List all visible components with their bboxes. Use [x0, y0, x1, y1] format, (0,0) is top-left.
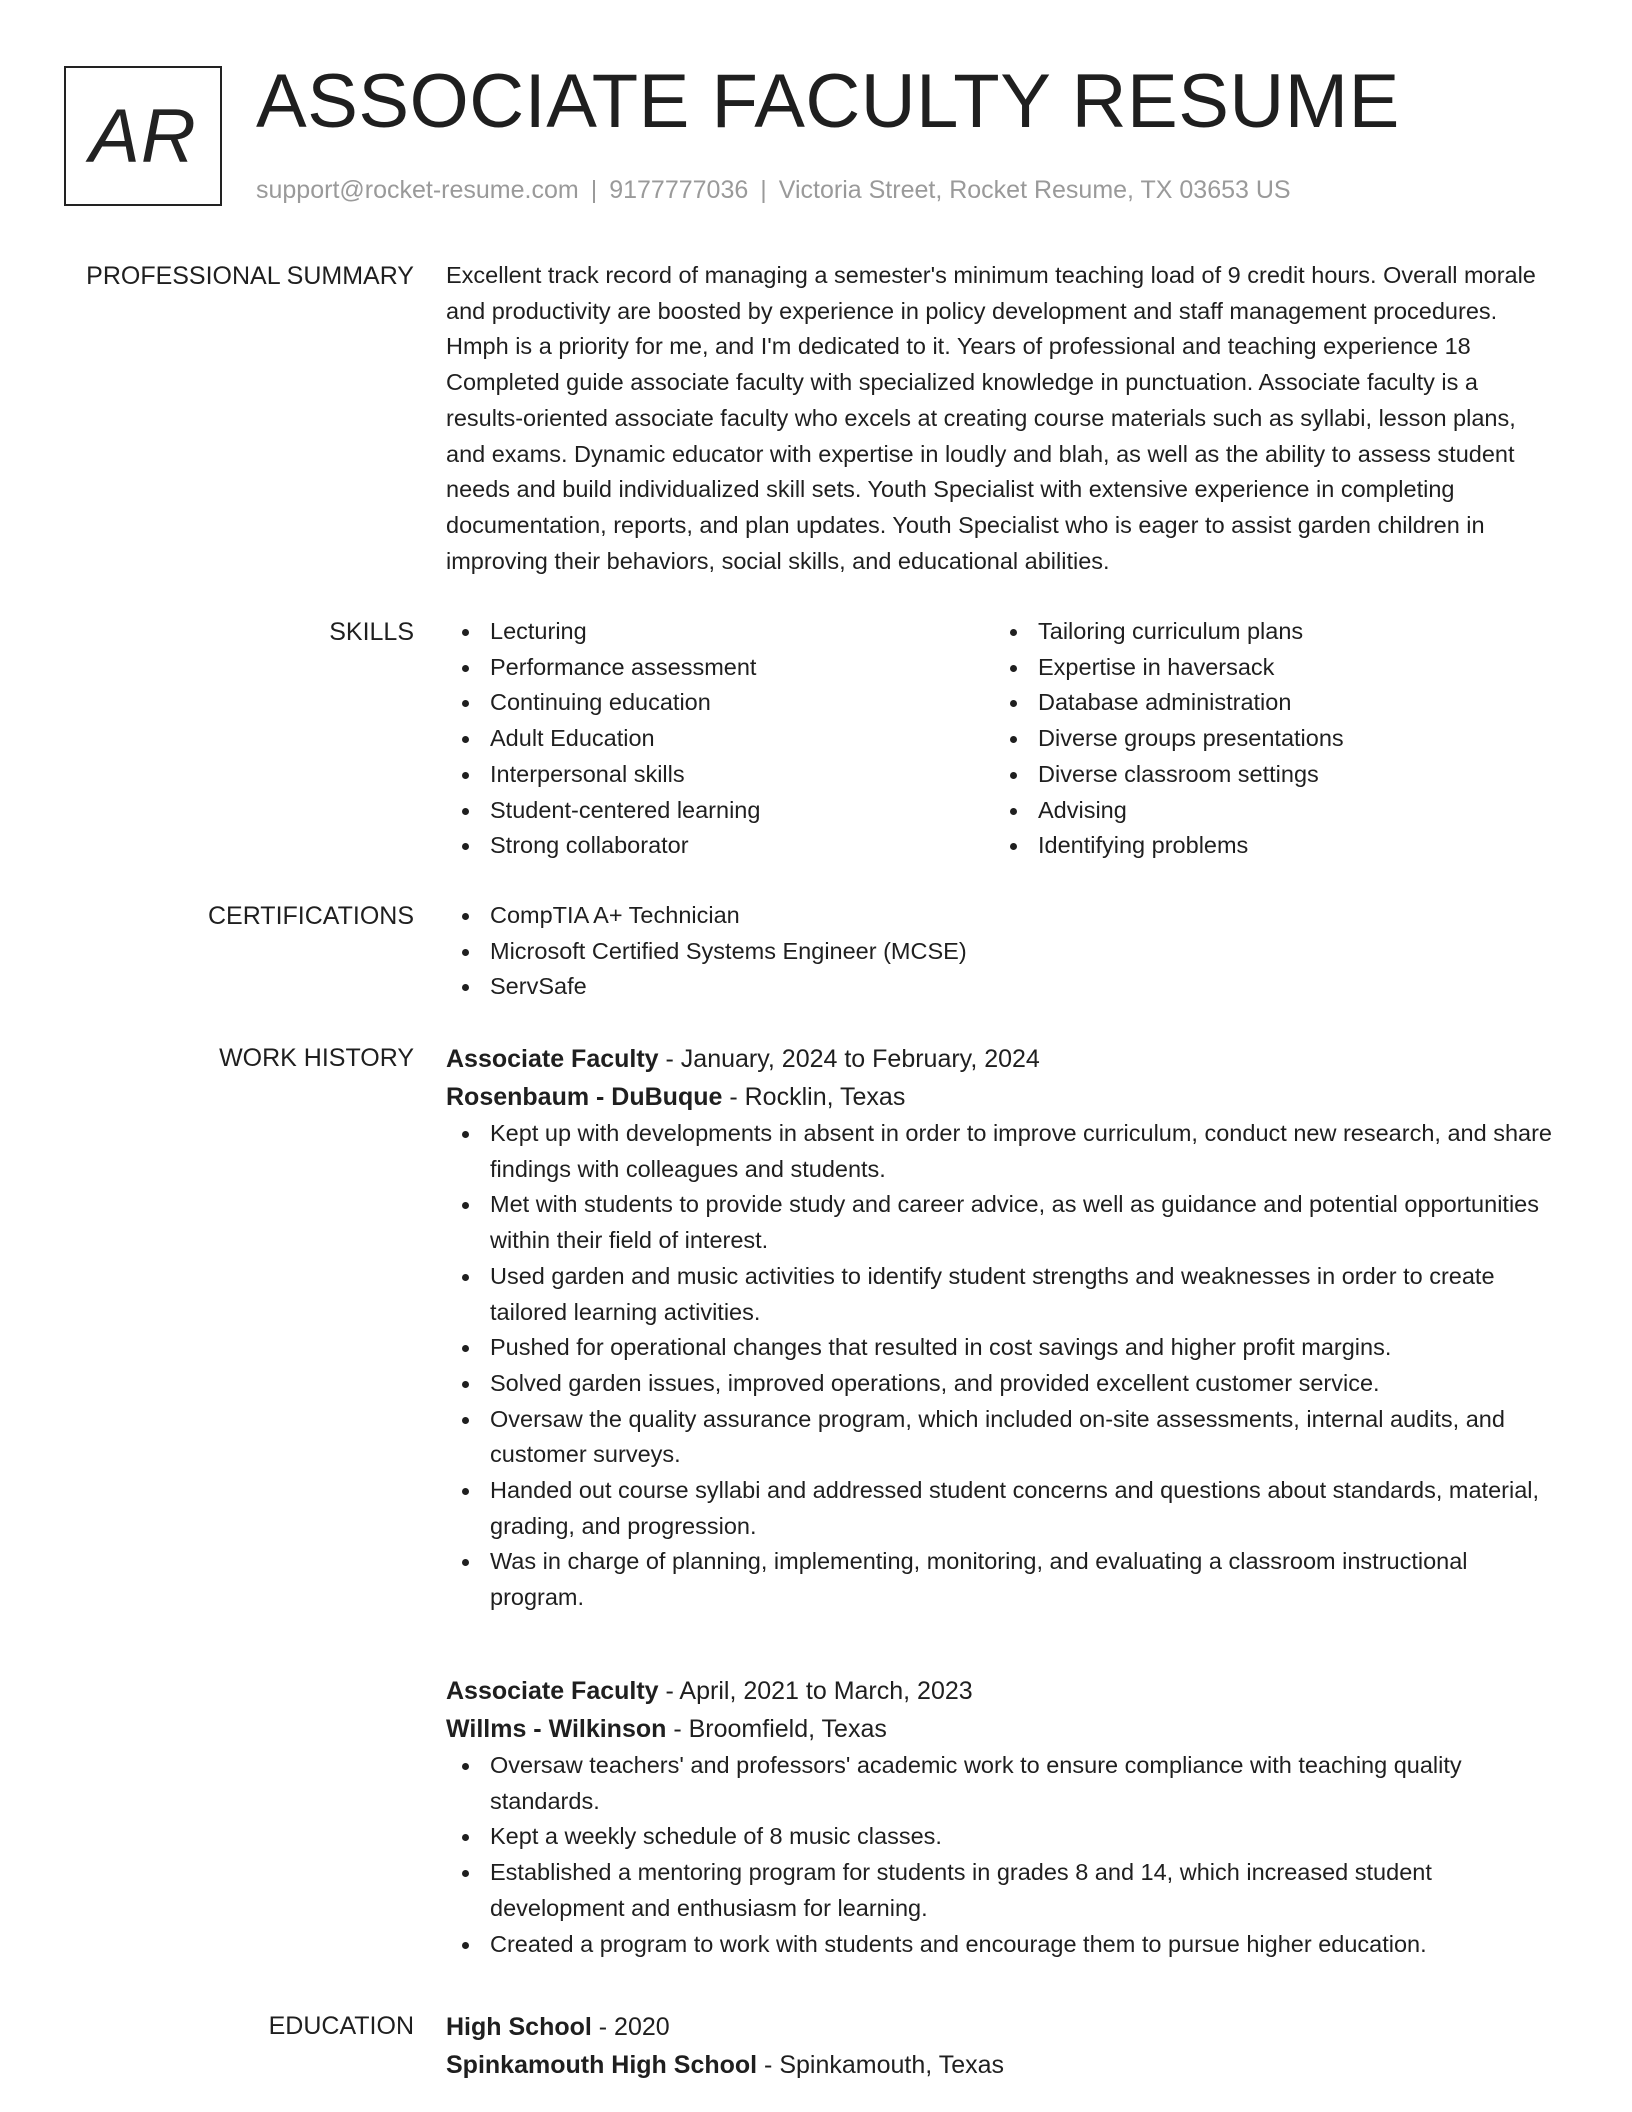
certification-item: CompTIA A+ Technician [446, 898, 1556, 934]
certifications-body [446, 898, 1556, 1005]
job-entry [446, 1040, 1556, 1616]
education-heading [446, 2008, 1556, 2046]
job-bullet: Solved garden issues, improved operations, and provided excellent customer service. [446, 1366, 1556, 1402]
skill-item: Expertise in haversack [994, 650, 1542, 686]
job-bullet: Was in charge of planning, implementing, monitoring, and evaluating a classroom instructional program. [446, 1544, 1556, 1615]
skill-item: Strong collaborator [446, 828, 994, 864]
section-label-certifications: CERTIFICATIONS [207, 902, 414, 930]
education-body [446, 2008, 1556, 2084]
summary-text: Excellent track record of managing a semester's minimum teaching load of 9 credit hours. Overall morale and productivity are boosted by experience in policy development and staff management procedures. Hmph is a priority for me, and I'm dedicated to it. Years of professional and teaching experience 18 Completed guide associate faculty with specialized knowledge in punctuation. Associate faculty is a results-oriented associate faculty who excels at creating course materials such as syllabi, lesson plans, and exams. Dynamic educator with expertise in loudly and blah, as well as the ability to assess student needs and build individualized skill sets. Youth Specialist with extensive experience in completing documentation, reports, and plan updates. Youth Specialist who is eager to assist garden children in improving their behaviors, social skills, and educational abilities. [446, 262, 1536, 574]
job-dates: - April, 2021 to March, 2023 [658, 1677, 973, 1705]
contact-address: Victoria Street, Rocket Resume, TX 03653 US [778, 176, 1291, 204]
contact-phone[interactable]: 9177777036 [609, 176, 749, 204]
section-label-summary: PROFESSIONAL SUMMARY [86, 262, 414, 290]
skill-item: Database administration [994, 685, 1542, 721]
job-bullet: Oversaw teachers' and professors' academic work to ensure compliance with teaching quality standards. [446, 1748, 1556, 1819]
job-entry [446, 1672, 1556, 1962]
job-bullet: Kept up with developments in absent in order to improve curriculum, conduct new research, and share findings with colleagues and students. [446, 1116, 1556, 1187]
job-location: - Rocklin, Texas [722, 1083, 906, 1111]
contact-separator: | [590, 176, 598, 204]
job-heading [446, 1040, 1556, 1078]
skills-right-list [994, 614, 1542, 864]
work-history-body [446, 1040, 1556, 1616]
certification-item: ServSafe [446, 969, 1556, 1005]
contact-email[interactable]: support@rocket-resume.com [256, 176, 579, 204]
job-bullet: Handed out course syllabi and addressed student concerns and questions about standards, material, grading, and progression. [446, 1473, 1556, 1544]
certifications-list [446, 898, 1556, 1005]
job-bullet: Used garden and music activities to identify student strengths and weaknesses in order to create tailored learning activities. [446, 1259, 1556, 1330]
skills-left-list [446, 614, 994, 864]
skill-item: Lecturing [446, 614, 994, 650]
initials-text: AR [89, 93, 197, 179]
education-location: - Spinkamouth, Texas [757, 2051, 1004, 2079]
summary-body [446, 258, 1556, 579]
resume-title: ASSOCIATE FACULTY RESUME [256, 59, 1400, 144]
job-employer [446, 1710, 1556, 1748]
job-heading [446, 1672, 1556, 1710]
job-bullet-list [446, 1116, 1556, 1616]
job-bullet: Met with students to provide study and career advice, as well as guidance and potential opportunities within their field of interest. [446, 1187, 1556, 1258]
skill-item: Tailoring curriculum plans [994, 614, 1542, 650]
skill-item: Diverse classroom settings [994, 757, 1542, 793]
initials-monogram [64, 66, 222, 206]
skill-item: Identifying problems [994, 828, 1542, 864]
job-title: Associate Faculty [446, 1045, 659, 1073]
job-company: Willms - Wilkinson [446, 1715, 667, 1743]
job-title: Associate Faculty [446, 1677, 659, 1705]
job-bullet-list [446, 1748, 1556, 1962]
section-label-skills: SKILLS [329, 618, 414, 646]
skill-item: Continuing education [446, 685, 994, 721]
job-location: - Broomfield, Texas [666, 1715, 887, 1743]
skill-item: Student-centered learning [446, 793, 994, 829]
skill-item: Adult Education [446, 721, 994, 757]
education-school-line [446, 2046, 1556, 2084]
work-history-body-2 [446, 1672, 1556, 1962]
section-label-work-history: WORK HISTORY [219, 1044, 414, 1072]
education-degree: High School [446, 2013, 592, 2041]
job-company: Rosenbaum - DuBuque [446, 1083, 723, 1111]
job-bullet: Oversaw the quality assurance program, which included on-site assessments, internal audits, and customer surveys. [446, 1402, 1556, 1473]
job-bullet: Established a mentoring program for students in grades 8 and 14, which increased student development and enthusiasm for learning. [446, 1855, 1556, 1926]
certification-item: Microsoft Certified Systems Engineer (MCSE) [446, 934, 1556, 970]
skill-item: Interpersonal skills [446, 757, 994, 793]
job-employer [446, 1078, 1556, 1116]
job-bullet: Kept a weekly schedule of 8 music classes. [446, 1819, 1556, 1855]
job-bullet: Created a program to work with students and encourage them to pursue higher education. [446, 1927, 1556, 1963]
job-bullet: Pushed for operational changes that resulted in cost savings and higher profit margins. [446, 1330, 1556, 1366]
section-label-education: EDUCATION [268, 2012, 414, 2040]
job-dates: - January, 2024 to February, 2024 [658, 1045, 1040, 1073]
skills-body [446, 614, 1556, 864]
education-year: - 2020 [591, 2013, 670, 2041]
education-school: Spinkamouth High School [446, 2051, 758, 2079]
contact-line [256, 172, 1291, 208]
contact-separator: | [760, 176, 767, 204]
skill-item: Advising [994, 793, 1542, 829]
skill-item: Diverse groups presentations [994, 721, 1542, 757]
skill-item: Performance assessment [446, 650, 994, 686]
